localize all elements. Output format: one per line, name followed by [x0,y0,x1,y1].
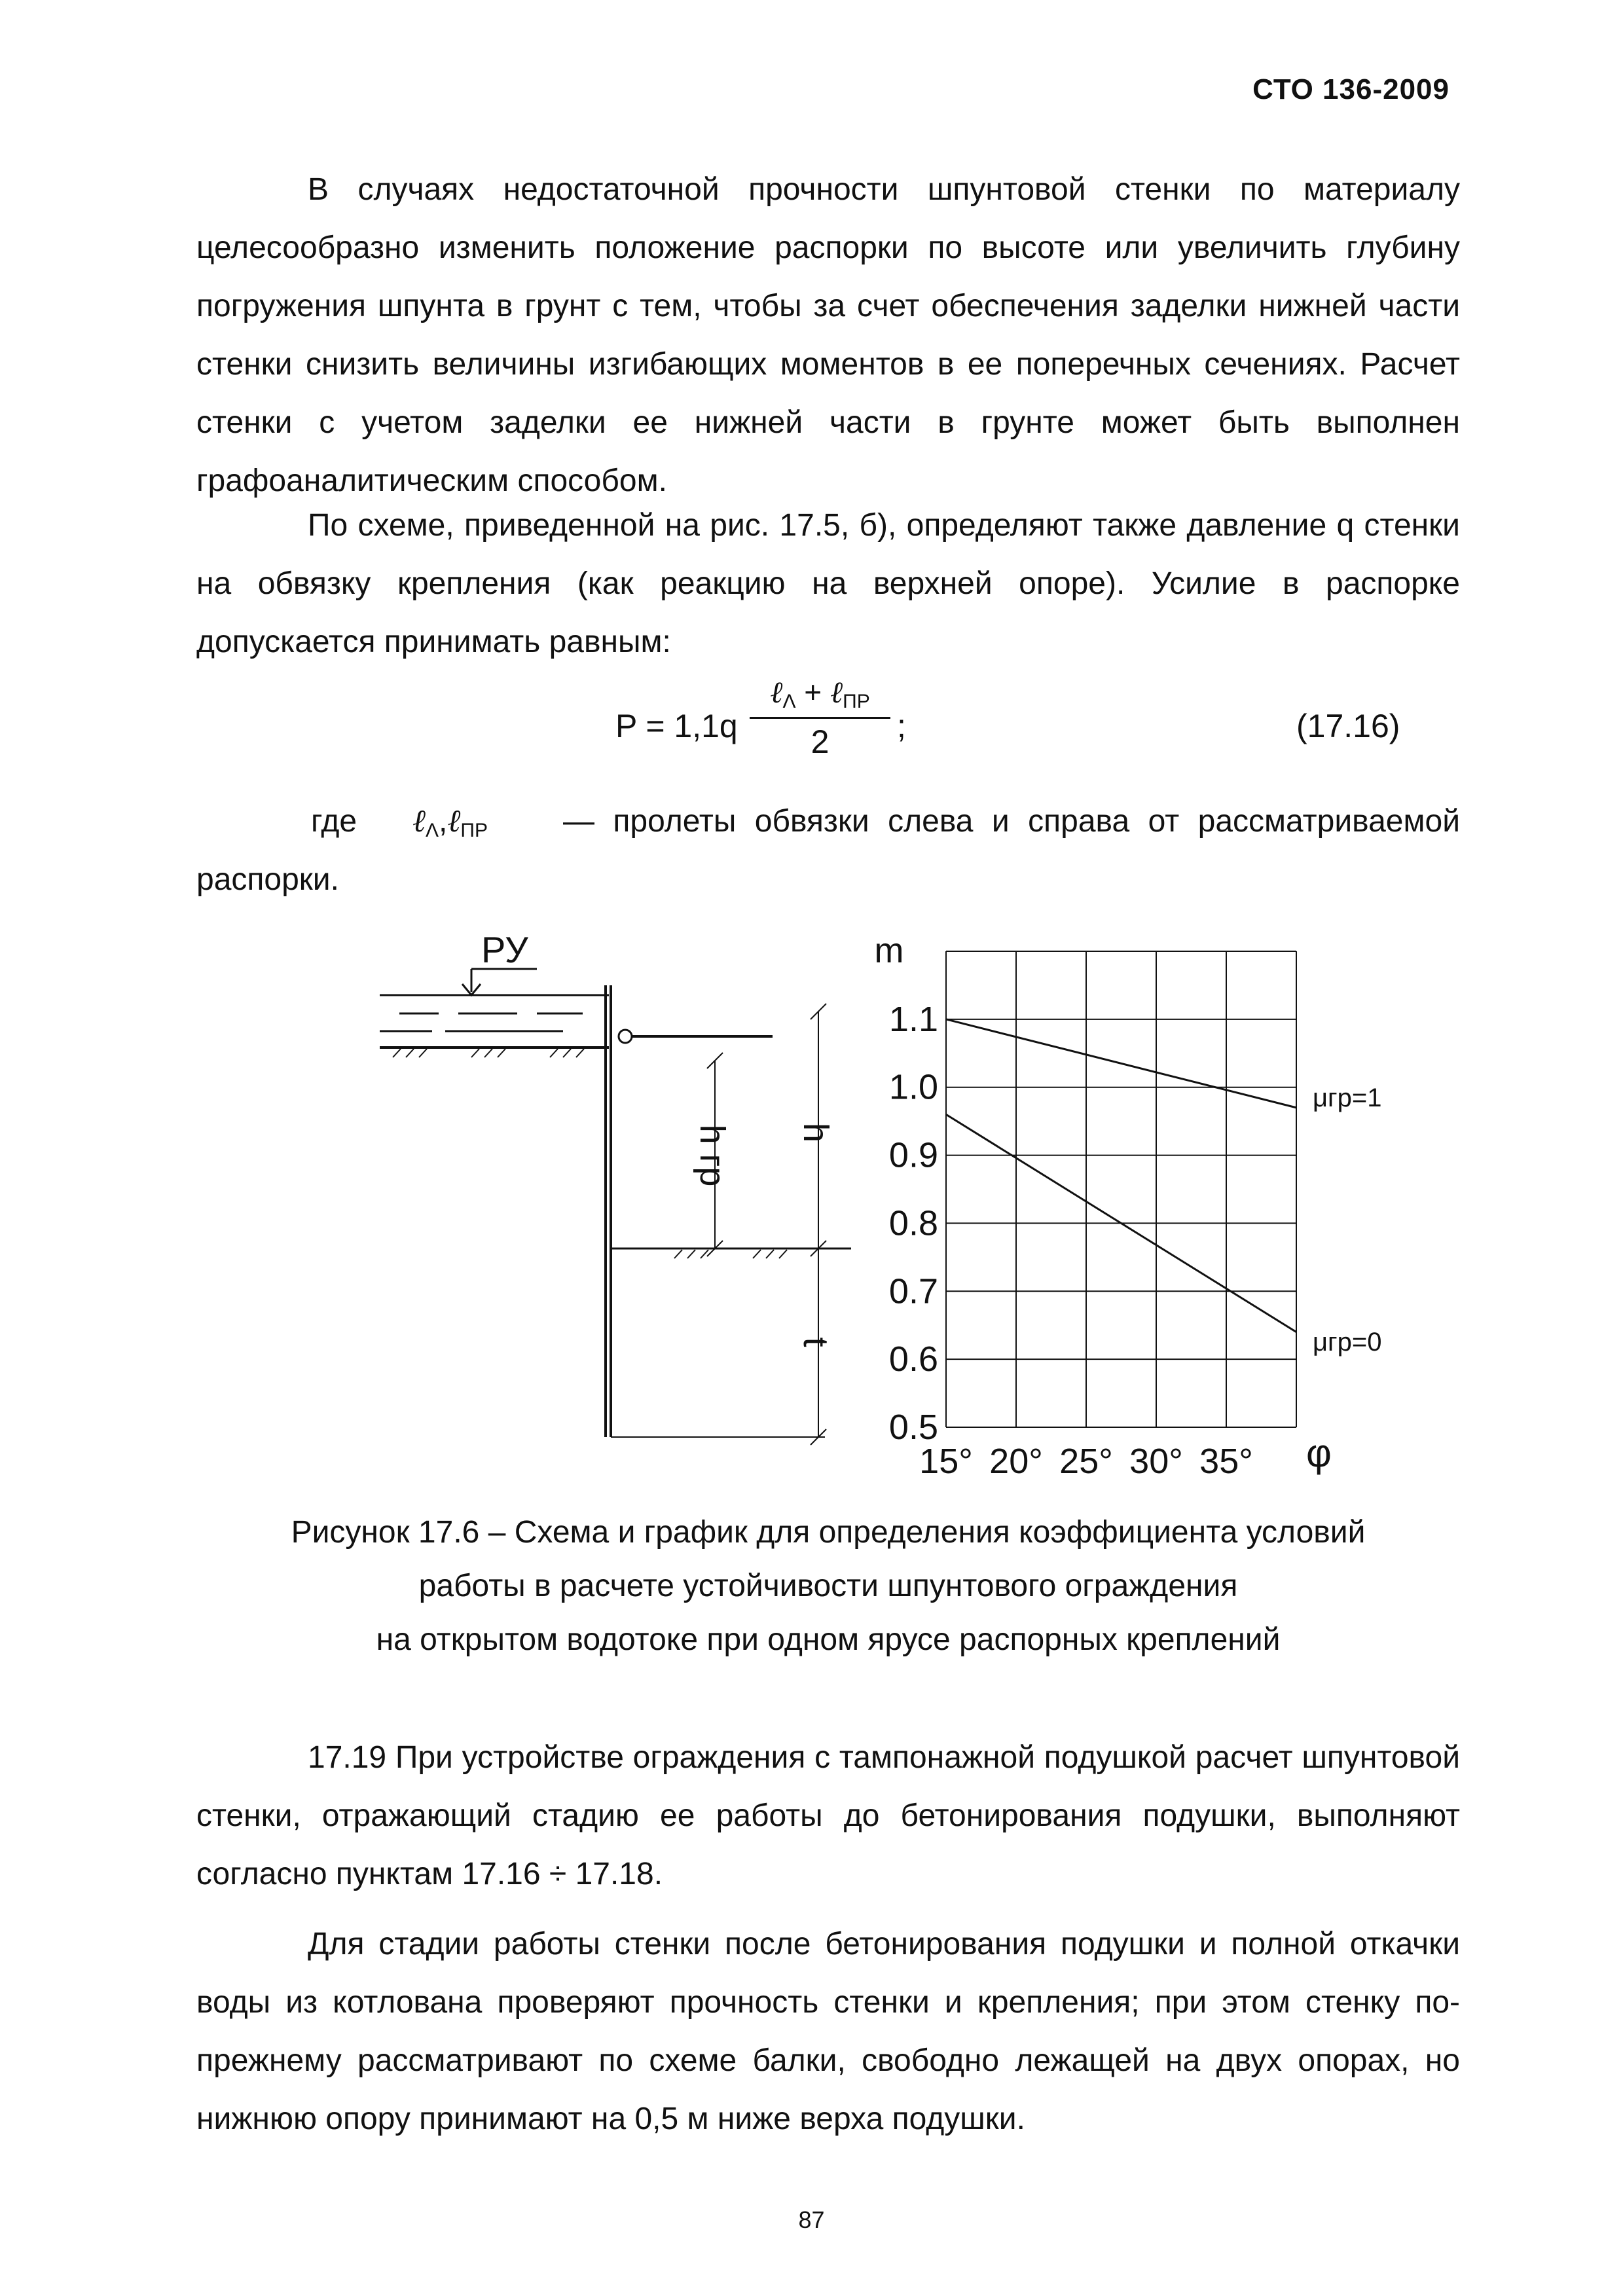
y-tick-label: 0.5 [888,1408,938,1447]
curve-label-mu0: μгр=0 [1313,1328,1382,1357]
formula-denominator: 2 [811,723,830,760]
caption-line-3: на открытом водотоке при одном ярусе распорных креплений [376,1622,1281,1657]
phi-axis-label: φ [1306,1431,1332,1475]
h-label: h [796,1122,835,1143]
plus-sign: + [795,675,830,709]
bed-hatching [393,1049,584,1057]
y-tick-label: 0.8 [888,1203,938,1243]
x-tick-label: 15° [919,1442,973,1481]
chart-grid [946,951,1296,1427]
figure-17-6 [367,913,1480,1503]
curve-label-mu1: μгр=1 [1313,1084,1382,1112]
where-symbols [412,792,488,860]
l-symbol: ℓ [412,803,426,839]
caption-line-2: работы в расчете устойчивости шпунтового ограждения [418,1569,1238,1603]
l-symbol: ℓ [770,674,783,710]
x-tick-label: 20° [989,1442,1043,1481]
paragraph-3: 17.19 При устройстве ограждения с тампонажной подушкой расчет шпунтовой стенки, отражающий стадию ее работы до бетонирования подушки, выполняют согласно пунктам 17.16 ÷ 17.18. [196,1740,1460,1891]
x-tick-label: 30° [1129,1442,1183,1481]
where-continuation: распорки. [196,862,339,897]
m-axis-label: m [874,931,904,970]
scheme [380,929,851,1445]
where-word: где [311,804,357,839]
where-definition: — пролеты обвязки слева и справа от рассматриваемой [563,804,1460,839]
t-label: t [796,1337,835,1347]
series-line [946,1019,1296,1108]
y-tick-label: 0.7 [888,1271,938,1311]
paragraph-2: По схеме, приведенной на рис. 17.5, б), определяют также давление q стенки на обвязку крепления (как реакцию на верхней опоре). Усилие в распорке допускается принимать равным: [196,508,1460,659]
y-tick-label: 1.0 [888,1067,938,1107]
sub-left: Λ [426,820,439,841]
sub-left: Λ [782,691,796,712]
paragraph-1: В случаях недостаточной прочности шпунтовой стенки по материалу целесообразно изменить положение распорки по высоте или увеличить глубину погружения шпунта в грунт с тем, чтобы за счет обеспечения заделки нижней части стенки снизить величины изгибающих моментов в ее поперечных сечениях. Расчет стенки с учетом заделки ее нижней части в грунте может быть выполнен графоаналитическим способом. [196,172,1460,498]
sub-right: ПР [843,691,870,712]
formula-lhs: P = 1,1q [615,708,738,744]
y-tick-label: 0.6 [888,1339,938,1379]
x-tick-label: 35° [1199,1442,1253,1481]
formula-semicolon: ; [897,708,906,744]
sub-right: ПР [460,820,488,841]
chart-lines [946,1019,1296,1332]
paragraph-4: Для стадии работы стенки после бетонирования подушки и полной откачки воды из котлована проверяют прочность стенки и крепления; при этом стенку по-прежнему рассматривают по схеме балки, свободно лежащей на двух опорах, но нижнюю опору принимают на 0,5 м ниже верха подушки. [196,1927,1460,2136]
document-code: СТО 136-2009 [1252,73,1450,105]
x-tick-label: 25° [1059,1442,1113,1481]
bottom-hatching [674,1250,787,1258]
formula-number: (17.16) [1296,708,1400,744]
l-symbol: ℓ [447,803,461,839]
figure-caption [196,1506,1460,1667]
strut-hinge [619,1030,632,1043]
symbol-separator: , [439,804,448,839]
caption-line-1: Рисунок 17.6 – Схема и график для определения коэффициента условий [291,1515,1366,1550]
formula-17-16 [615,674,1467,786]
water-level-label: РУ [481,929,528,970]
page-number: 87 [798,2206,825,2233]
y-tick-label: 1.1 [888,999,938,1039]
h-gr-label: h гр [693,1124,732,1187]
formula-numerator [750,674,890,719]
chart-ticks [889,1000,1253,1481]
chart [875,931,1382,1481]
y-tick-label: 0.9 [888,1135,938,1175]
l-symbol: ℓ [830,674,843,710]
formula-fraction [750,674,890,761]
